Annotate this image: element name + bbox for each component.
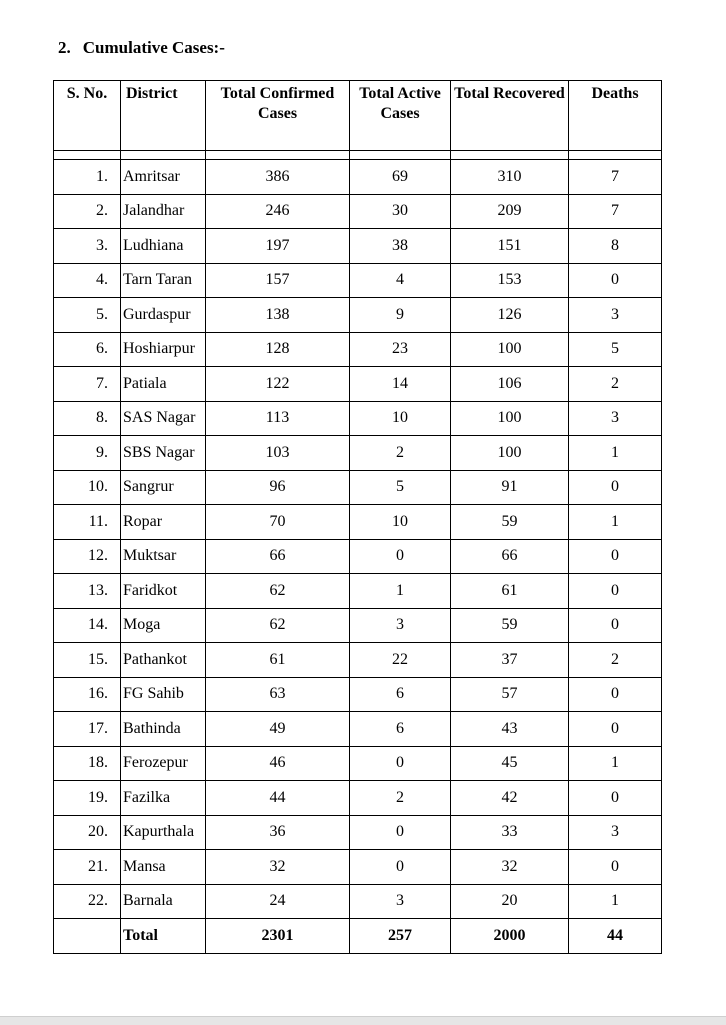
- cell-recovered: 42: [451, 781, 569, 816]
- cell-active: 0: [350, 815, 451, 850]
- cell-sno: 7.: [54, 367, 121, 402]
- cell-active: 0: [350, 539, 451, 574]
- cell-active: 3: [350, 608, 451, 643]
- cell-active: 0: [350, 746, 451, 781]
- cell-recovered: 310: [451, 160, 569, 195]
- table-row: [54, 160, 662, 195]
- total-label: Total: [121, 919, 206, 954]
- cell-confirmed: 96: [206, 470, 350, 505]
- cell-deaths: 1: [569, 436, 662, 471]
- cell-recovered: 33: [451, 815, 569, 850]
- cell-recovered: 151: [451, 229, 569, 264]
- table-row: [54, 470, 662, 505]
- cell-sno: 16.: [54, 677, 121, 712]
- table-row: [54, 608, 662, 643]
- cell-sno: 4.: [54, 263, 121, 298]
- cell-confirmed: 103: [206, 436, 350, 471]
- cell-recovered: 20: [451, 884, 569, 919]
- cell-district: Mansa: [121, 850, 206, 885]
- cell-deaths: 2: [569, 643, 662, 678]
- cell-active: 10: [350, 401, 451, 436]
- cell-confirmed: 44: [206, 781, 350, 816]
- cell-active: 2: [350, 436, 451, 471]
- cell-confirmed: 386: [206, 160, 350, 195]
- table-row: [54, 505, 662, 540]
- cell-recovered: 106: [451, 367, 569, 402]
- cell-sno: 2.: [54, 194, 121, 229]
- cell-district: Muktsar: [121, 539, 206, 574]
- section-heading: [58, 38, 225, 58]
- cell-recovered: 45: [451, 746, 569, 781]
- cell-recovered: 100: [451, 401, 569, 436]
- cell-recovered: 61: [451, 574, 569, 609]
- cell-recovered: 59: [451, 505, 569, 540]
- cell-active: 22: [350, 643, 451, 678]
- table-row: [54, 884, 662, 919]
- cell-deaths: 0: [569, 781, 662, 816]
- table-row: [54, 712, 662, 747]
- table-row: [54, 815, 662, 850]
- table-header-row: [54, 81, 662, 151]
- cell-active: 10: [350, 505, 451, 540]
- cell-active: 1: [350, 574, 451, 609]
- table-row: [54, 263, 662, 298]
- cell-district: Bathinda: [121, 712, 206, 747]
- cell-deaths: 0: [569, 850, 662, 885]
- table-row: [54, 539, 662, 574]
- cell-sno: 20.: [54, 815, 121, 850]
- cell-recovered: 37: [451, 643, 569, 678]
- cell-active: 30: [350, 194, 451, 229]
- table-row: [54, 574, 662, 609]
- cell-sno: 9.: [54, 436, 121, 471]
- table-row: [54, 677, 662, 712]
- cell-district: Amritsar: [121, 160, 206, 195]
- table-row: [54, 194, 662, 229]
- cell-sno: 17.: [54, 712, 121, 747]
- cell-active: 3: [350, 884, 451, 919]
- spacer-row: [54, 151, 662, 160]
- cell-sno: 18.: [54, 746, 121, 781]
- header-sno: S. No.: [54, 81, 121, 151]
- cell-active: 6: [350, 712, 451, 747]
- cell-recovered: 32: [451, 850, 569, 885]
- cell-active: 14: [350, 367, 451, 402]
- cell-deaths: 1: [569, 884, 662, 919]
- cell-confirmed: 66: [206, 539, 350, 574]
- cell-district: Ludhiana: [121, 229, 206, 264]
- table-row: [54, 643, 662, 678]
- cell-active: 9: [350, 298, 451, 333]
- cell-sno: 8.: [54, 401, 121, 436]
- cell-active: 0: [350, 850, 451, 885]
- cell-deaths: 5: [569, 332, 662, 367]
- cell-deaths: 0: [569, 677, 662, 712]
- cell-deaths: 3: [569, 298, 662, 333]
- cell-district: Tarn Taran: [121, 263, 206, 298]
- cell-confirmed: 138: [206, 298, 350, 333]
- table-row: [54, 298, 662, 333]
- cell-district: Ferozepur: [121, 746, 206, 781]
- cell-sno: 5.: [54, 298, 121, 333]
- cell-recovered: 209: [451, 194, 569, 229]
- cell-active: 5: [350, 470, 451, 505]
- section-title: Cumulative Cases:-: [82, 38, 225, 57]
- cell-deaths: 3: [569, 401, 662, 436]
- cell-confirmed: 113: [206, 401, 350, 436]
- cell-confirmed: 62: [206, 574, 350, 609]
- cell-confirmed: 246: [206, 194, 350, 229]
- cell-deaths: 0: [569, 608, 662, 643]
- cell-district: Moga: [121, 608, 206, 643]
- cell-active: 6: [350, 677, 451, 712]
- cell-deaths: 2: [569, 367, 662, 402]
- cell-deaths: 7: [569, 160, 662, 195]
- table-row: [54, 436, 662, 471]
- cell-district: Ropar: [121, 505, 206, 540]
- cell-confirmed: 32: [206, 850, 350, 885]
- header-district: District: [121, 81, 206, 151]
- cell-deaths: 1: [569, 746, 662, 781]
- cell-deaths: 3: [569, 815, 662, 850]
- cell-sno: 19.: [54, 781, 121, 816]
- cell-district: SBS Nagar: [121, 436, 206, 471]
- cell-recovered: 91: [451, 470, 569, 505]
- cell-confirmed: 197: [206, 229, 350, 264]
- cell-confirmed: 49: [206, 712, 350, 747]
- cell-sno: 14.: [54, 608, 121, 643]
- cell-district: Gurdaspur: [121, 298, 206, 333]
- cell-deaths: 7: [569, 194, 662, 229]
- cell-confirmed: 128: [206, 332, 350, 367]
- cell-active: 38: [350, 229, 451, 264]
- cell-sno: 15.: [54, 643, 121, 678]
- cell-district: Hoshiarpur: [121, 332, 206, 367]
- cell-recovered: 100: [451, 436, 569, 471]
- cell-sno: 10.: [54, 470, 121, 505]
- cell-confirmed: 61: [206, 643, 350, 678]
- header-active: Total Active Cases: [350, 81, 451, 151]
- cell-active: 2: [350, 781, 451, 816]
- cell-district: Barnala: [121, 884, 206, 919]
- table-row: [54, 332, 662, 367]
- cell-recovered: 153: [451, 263, 569, 298]
- header-confirmed: Total Confirmed Cases: [206, 81, 350, 151]
- cell-sno: 3.: [54, 229, 121, 264]
- cell-district: Faridkot: [121, 574, 206, 609]
- cumulative-cases-table: [53, 80, 662, 954]
- cell-recovered: 66: [451, 539, 569, 574]
- cell-confirmed: 46: [206, 746, 350, 781]
- table-row: [54, 229, 662, 264]
- cell-confirmed: 63: [206, 677, 350, 712]
- cell-confirmed: 157: [206, 263, 350, 298]
- total-row: [54, 919, 662, 954]
- total-deaths: 44: [569, 919, 662, 954]
- cell-confirmed: 36: [206, 815, 350, 850]
- cell-active: 4: [350, 263, 451, 298]
- cell-deaths: 0: [569, 712, 662, 747]
- cell-active: 69: [350, 160, 451, 195]
- cell-deaths: 8: [569, 229, 662, 264]
- cell-sno: 22.: [54, 884, 121, 919]
- cell-district: Jalandhar: [121, 194, 206, 229]
- cell-confirmed: 122: [206, 367, 350, 402]
- cell-district: Pathankot: [121, 643, 206, 678]
- cell-deaths: 1: [569, 505, 662, 540]
- cell-recovered: 43: [451, 712, 569, 747]
- cell-confirmed: 70: [206, 505, 350, 540]
- cell-deaths: 0: [569, 539, 662, 574]
- table-row: [54, 746, 662, 781]
- total-sno: [54, 919, 121, 954]
- section-number: 2.: [58, 38, 71, 57]
- total-confirmed: 2301: [206, 919, 350, 954]
- table-row: [54, 401, 662, 436]
- cell-sno: 6.: [54, 332, 121, 367]
- cell-deaths: 0: [569, 470, 662, 505]
- cell-sno: 21.: [54, 850, 121, 885]
- header-deaths: Deaths: [569, 81, 662, 151]
- cell-district: Patiala: [121, 367, 206, 402]
- cell-active: 23: [350, 332, 451, 367]
- cell-confirmed: 24: [206, 884, 350, 919]
- header-recovered: Total Recovered: [451, 81, 569, 151]
- cell-recovered: 57: [451, 677, 569, 712]
- total-active: 257: [350, 919, 451, 954]
- cell-district: Kapurthala: [121, 815, 206, 850]
- cell-sno: 12.: [54, 539, 121, 574]
- cell-sno: 1.: [54, 160, 121, 195]
- table-row: [54, 367, 662, 402]
- table-row: [54, 781, 662, 816]
- total-recovered: 2000: [451, 919, 569, 954]
- cell-district: FG Sahib: [121, 677, 206, 712]
- cell-confirmed: 62: [206, 608, 350, 643]
- cell-district: Fazilka: [121, 781, 206, 816]
- cell-recovered: 126: [451, 298, 569, 333]
- cell-sno: 13.: [54, 574, 121, 609]
- cell-recovered: 59: [451, 608, 569, 643]
- cell-sno: 11.: [54, 505, 121, 540]
- table-row: [54, 850, 662, 885]
- cell-district: SAS Nagar: [121, 401, 206, 436]
- cell-recovered: 100: [451, 332, 569, 367]
- cell-district: Sangrur: [121, 470, 206, 505]
- cell-deaths: 0: [569, 574, 662, 609]
- cell-deaths: 0: [569, 263, 662, 298]
